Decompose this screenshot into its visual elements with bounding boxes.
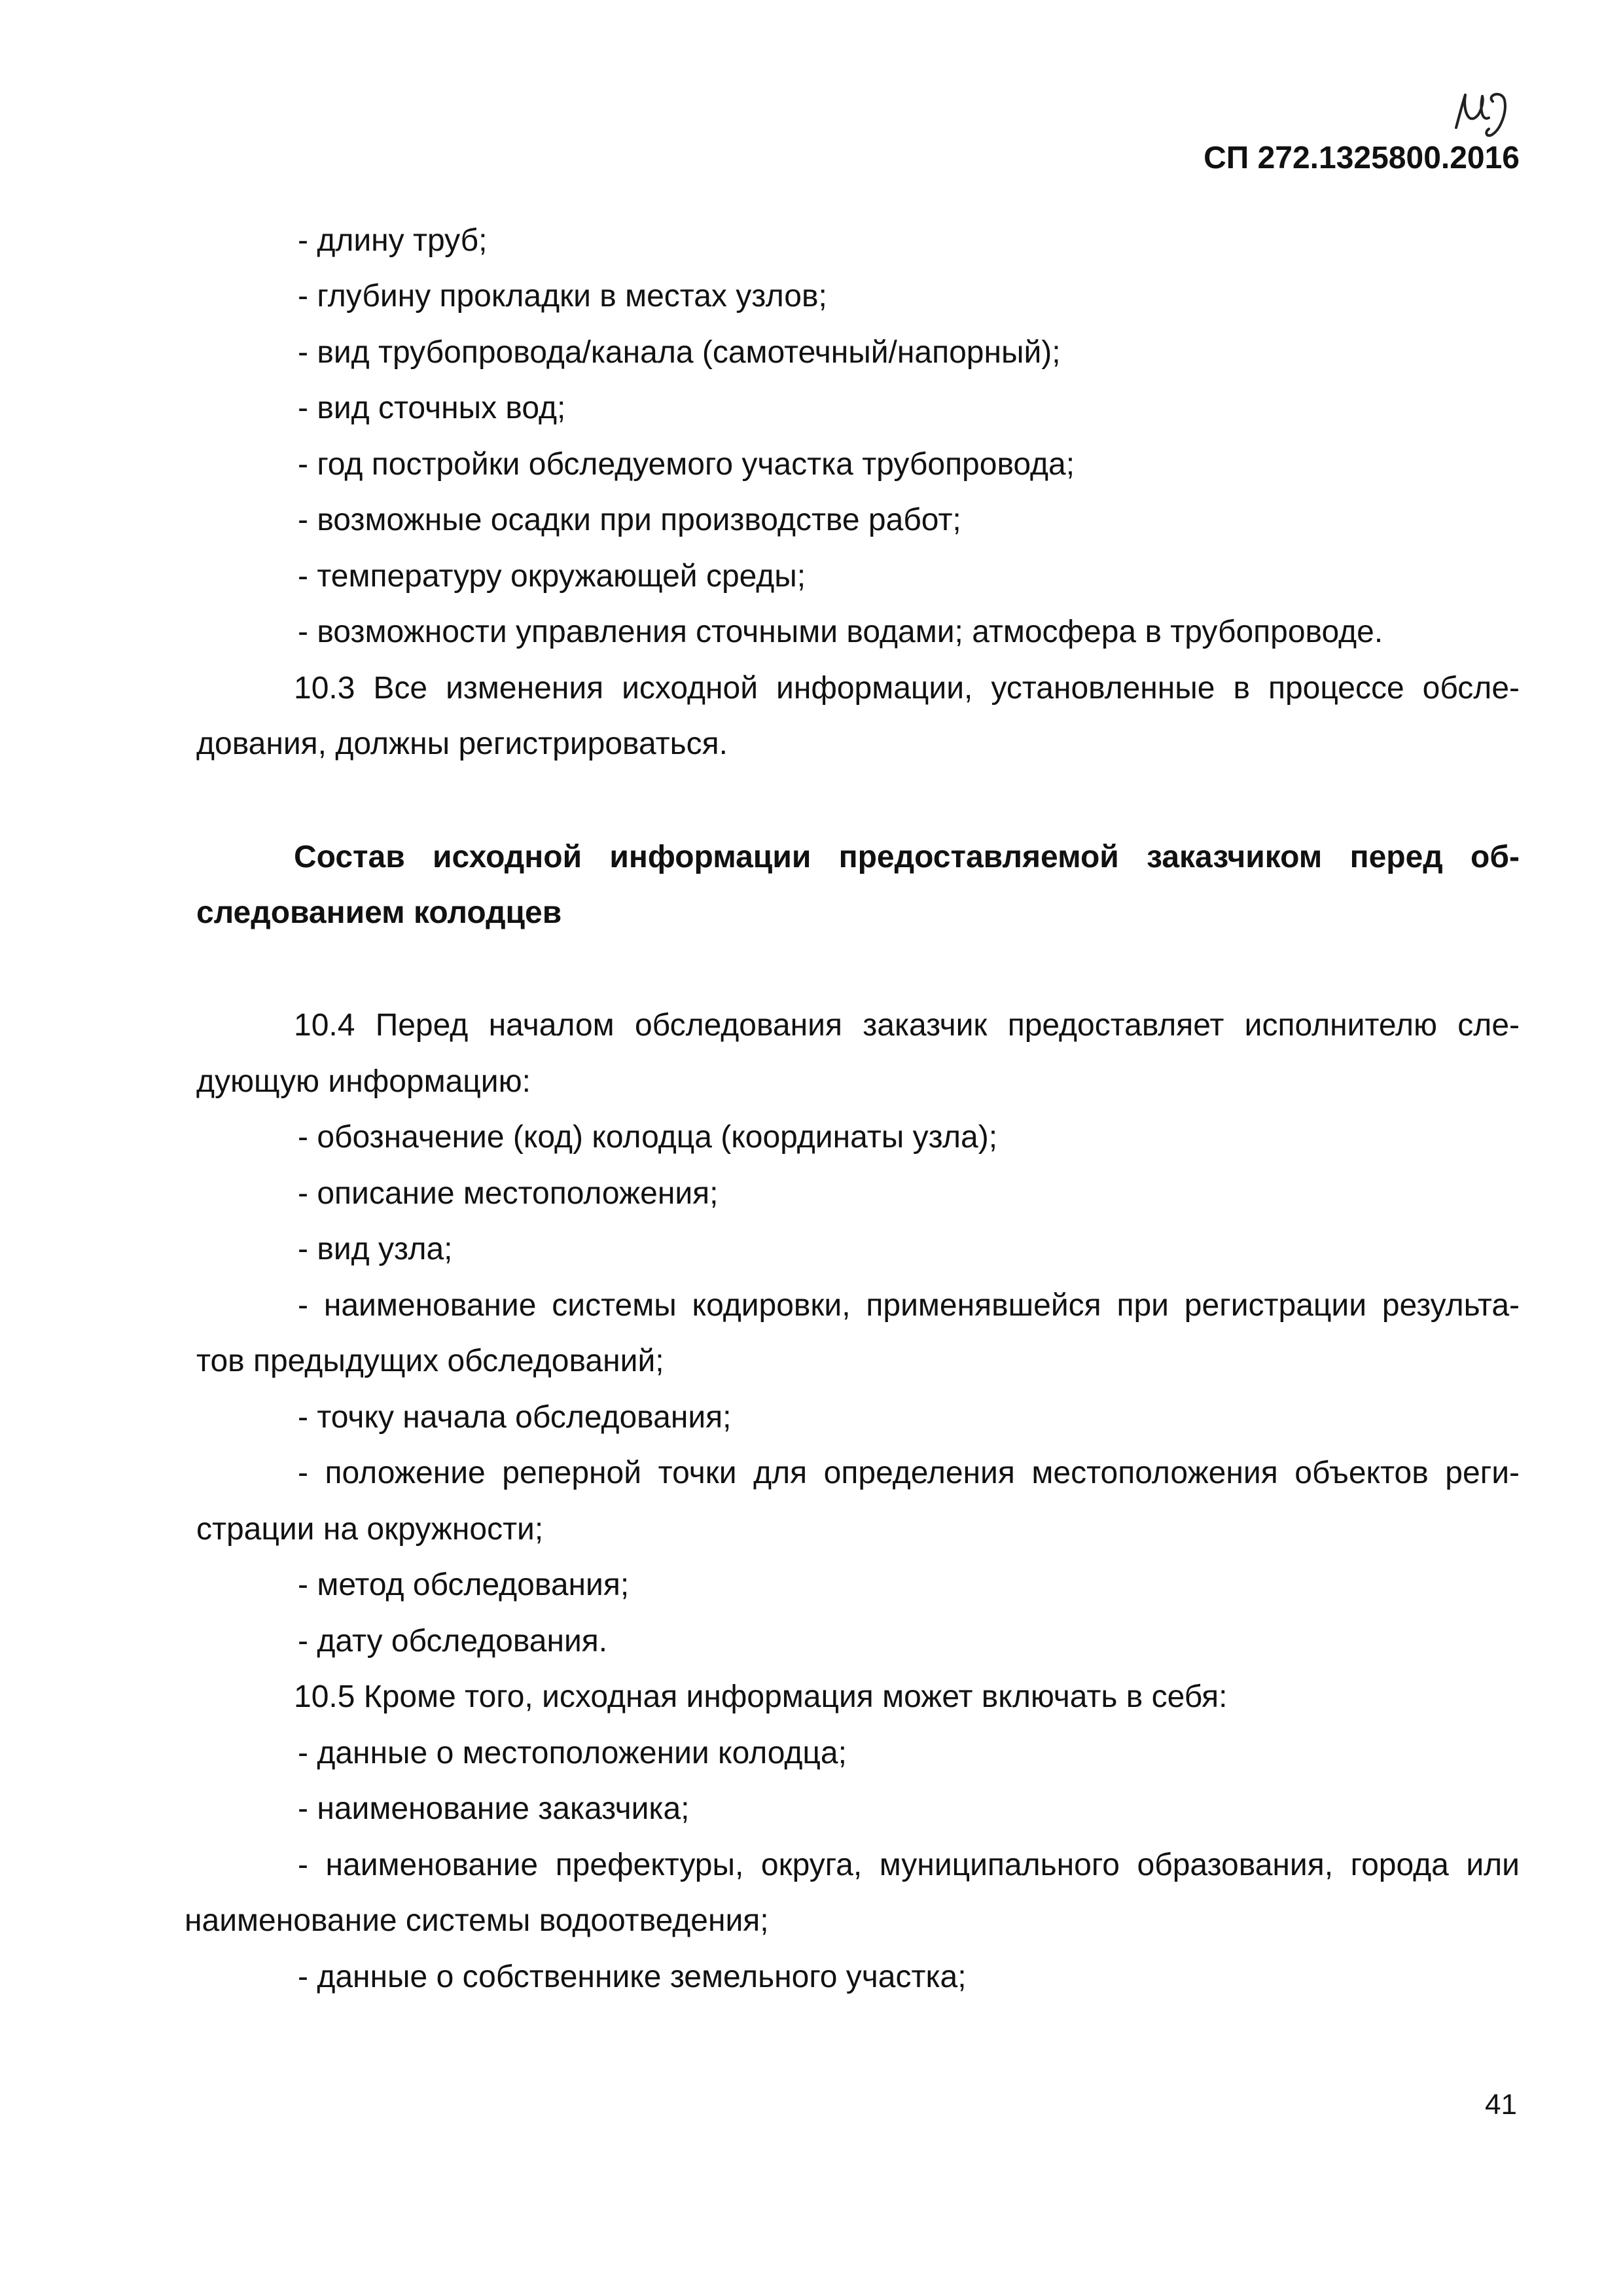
paragraph-10-3-line: 10.3 Все изменения исходной информации, установленные в процессе обсле- [294, 671, 1520, 706]
list-item: - год постройки обследуемого участка трубопровода; [298, 447, 1075, 482]
list-item: - метод обследования; [298, 1568, 630, 1602]
list-item: - наименование заказчика; [298, 1791, 690, 1826]
list-item: - описание местоположения; [298, 1176, 719, 1211]
list-item: - наименование системы кодировки, применявшейся при регистрации результа- [298, 1288, 1520, 1323]
document-code: СП 272.1325800.2016 [1204, 141, 1520, 175]
list-item: - точку начала обследования; [298, 1400, 732, 1435]
section-heading: Состав исходной информации предоставляемой заказчиком перед об- [294, 840, 1520, 874]
handwritten-page-mark [1450, 82, 1522, 141]
list-item: - вид трубопровода/канала (самотечный/напорный); [298, 335, 1061, 370]
list-item: - температуру окружающей среды; [298, 559, 806, 594]
list-item: страции на окружности; [196, 1512, 544, 1547]
list-item: - положение реперной точки для определения местоположения объектов реги- [298, 1456, 1520, 1490]
list-item: - обозначение (код) колодца (координаты узла); [298, 1120, 998, 1155]
list-item: наименование системы водоотведения; [185, 1903, 769, 1938]
list-item: - возможности управления сточными водами; атмосфера в трубопроводе. [298, 615, 1383, 649]
paragraph-10-5-line: 10.5 Кроме того, исходная информация может включать в себя: [294, 1679, 1228, 1714]
list-item: тов предыдущих обследований; [196, 1344, 664, 1378]
list-item: - наименование префектуры, округа, муниципального образования, города или [298, 1848, 1520, 1882]
list-item: - данные о местоположении колодца; [298, 1736, 847, 1770]
paragraph-10-4-line: 10.4 Перед началом обследования заказчик предоставляет исполнителю сле- [294, 1008, 1520, 1043]
list-item: - данные о собственнике земельного участка; [298, 1960, 967, 1994]
list-item: - вид узла; [298, 1232, 453, 1266]
list-item: - глубину прокладки в местах узлов; [298, 279, 827, 314]
page-number: 41 [1485, 2089, 1517, 2121]
list-item: - длину труб; [298, 223, 488, 258]
list-item: - вид сточных вод; [298, 391, 566, 425]
list-item: - возможные осадки при производстве работ; [298, 503, 961, 537]
section-heading: следованием колодцев [196, 895, 562, 930]
paragraph-10-3-line: дования, должны регистрироваться. [196, 726, 728, 761]
paragraph-10-4-line: дующую информацию: [196, 1064, 531, 1099]
list-item: - дату обследования. [298, 1624, 608, 1659]
